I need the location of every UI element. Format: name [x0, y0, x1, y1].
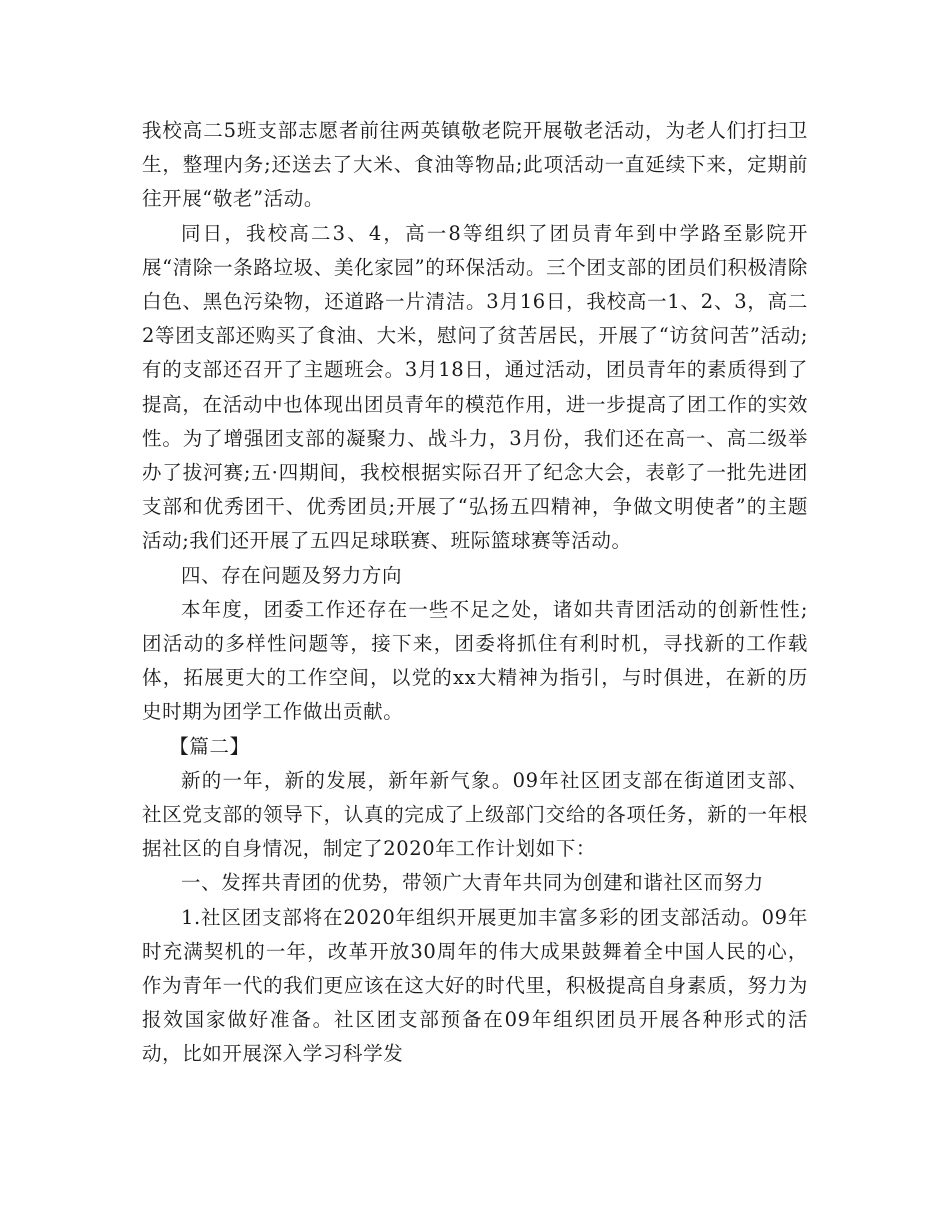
paragraph-shortcomings: 本年度，团委工作还存在一些不足之处，诸如共青团活动的创新性性;团活动的多样性问题等，接下来，团委将抓住有利时机，寻找新的工作载体，拓展更大的工作空间，以党的xx大精神为指引，与时俱进，在新的历史时期为团学工作做出贡献。	[142, 597, 808, 724]
paragraph-environment-activity: 同日，我校高二3、4，高一8等组织了团员青年到中学路至影院开展“清除一条路垃圾、美化家园”的环保活动。三个团支部的团员们积极清除白色、黑色污染物，还道路一片清洁。3月16日，我校高一1、2、3，高二2等团支部还购买了食油、大米，慰问了贫苦居民，开展了“访贫问苦”活动;有的支部还召开了主题班会。3月18日，通过活动，团员青年的素质得到了提高，在活动中也体现出团员青年的模范作用，进一步提高了团工作的实效性。为了增强团支部的凝聚力、战斗力，3月份，我们还在高一、高二级举办了拔河赛;五·四期间，我校根据实际召开了纪念大会，表彰了一批先进团支部和优秀团干、优秀团员;开展了“弘扬五四精神，争做文明使者”的主题活动;我们还开展了五四足球联赛、班际篮球赛等活动。	[142, 221, 808, 553]
paragraph-respect-elderly: 我校高二5班支部志愿者前往两英镇敬老院开展敬老活动，为老人们打扫卫生，整理内务;还送去了大米、食油等物品;此项活动一直延续下来，定期前往开展“敬老”活动。	[142, 119, 808, 211]
paragraph-community-activities: 1.社区团支部将在2020年组织开展更加丰富多彩的团支部活动。09年时充满契机的一年，改革开放30周年的伟大成果鼓舞着全中国人民的心，作为青年一代的我们更应该在这大好的时代里，积极提高自身素质，努力为报效国家做好准备。社区团支部预备在09年组织团员开展各种形式的活动，比如开展深入学习科学发	[142, 905, 808, 1066]
paragraph-new-year: 新的一年，新的发展，新年新气象。09年社区团支部在街道团支部、社区党支部的领导下，认真的完成了上级部门交给的各项任务，新的一年根据社区的自身情况，制定了2020年工作计划如下：	[142, 768, 808, 861]
section-title-part-two: 【篇二】	[169, 734, 250, 758]
document-body	[142, 114, 808, 1072]
heading-problems-direction: 四、存在问题及努力方向	[181, 563, 403, 587]
heading-league-advantage: 一、发挥共青团的优势，带领广大青年共同为创建和谐社区而努力	[181, 871, 764, 895]
